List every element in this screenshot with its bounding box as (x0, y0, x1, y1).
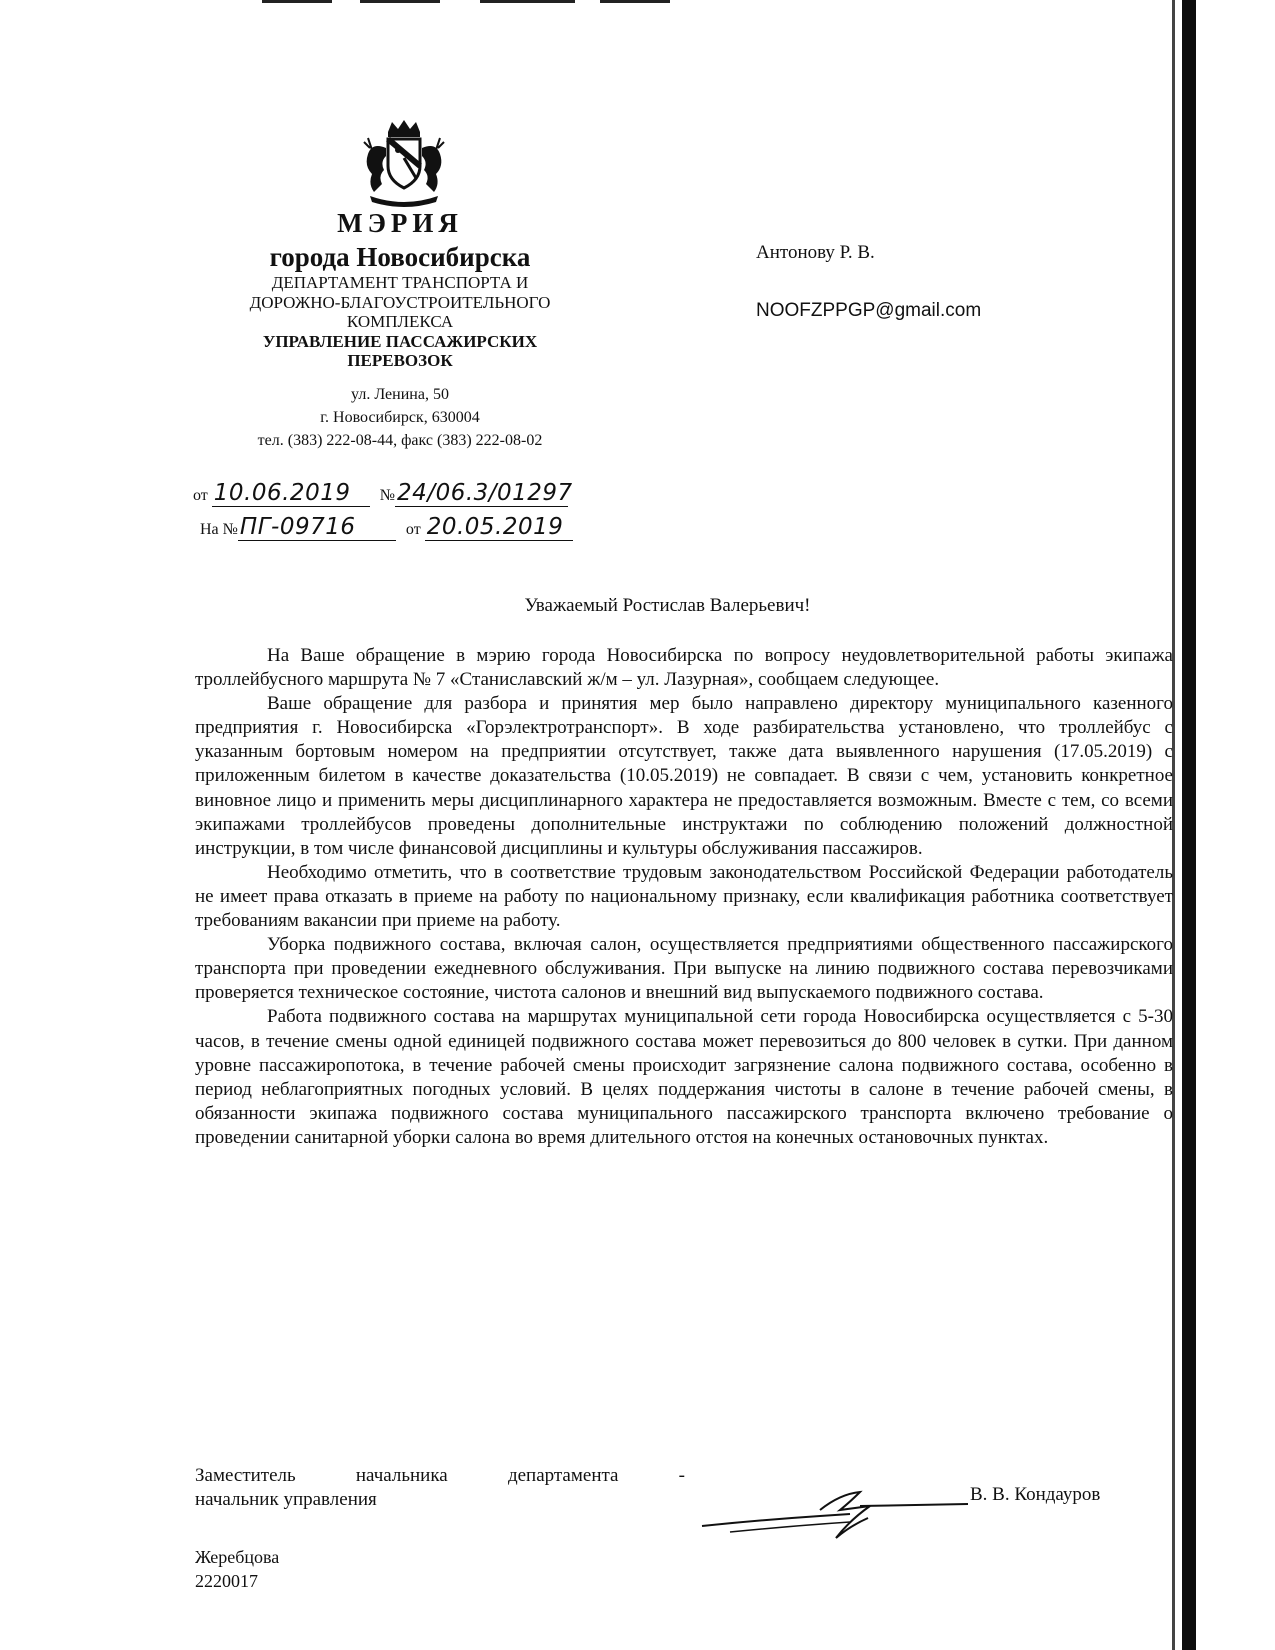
department-line: ДЕПАРТАМЕНТ ТРАНСПОРТА И (271, 273, 529, 293)
date-label: от (193, 487, 208, 504)
position-line: начальник управления (195, 1489, 377, 1510)
address-block (180, 383, 620, 453)
incoming-reference (200, 514, 573, 541)
executor-phone: 2220017 (195, 1571, 258, 1591)
body-paragraph: Необходимо отметить, что в соответствие трудовым законодательством Российской Федерации работодатель не имеет права отказать в приеме на работу по национальному признаку, если квалификация работника соответствует требованиям вакансии при приеме на работу. (195, 861, 1173, 932)
scan-artifact (600, 0, 670, 3)
position-line: Заместитель начальника департамента - (195, 1465, 685, 1486)
reply-date-label: от (405, 521, 421, 538)
body-paragraph: На Ваше обращение в мэрию города Новосибирска по вопросу неудовлетворительной работы экипажа троллейбусного маршрута № 7 «Станиславский ж/м – ул. Лазурная», сообщаем следующее. (195, 645, 1173, 691)
division-line: УПРАВЛЕНИЕ ПАССАЖИРСКИХ (262, 331, 538, 351)
org-title: МЭРИЯ (337, 208, 463, 238)
number-label: № (379, 487, 396, 504)
scan-artifact (480, 0, 575, 3)
salutation: Уважаемый Ростислав Валерьевич! (524, 595, 811, 616)
body-paragraph: Работа подвижного состава на маршрутах муниципальной сети города Новосибирска осуществляется с 5-30 часов, в течение смены одной единицей подвижного состава может перевозиться до 800 человек в сутки. При данном уровне пассажиропотока, в течение рабочей смены происходит загрязнение салона подвижного состава, особенно в период неблагоприятных погодных условий. В целях поддержания чистоты в салоне в течение рабочей смены, в обязанности экипажа подвижного состава муниципального пассажирского транспорта включено требование о проведении санитарной уборки салона во время длительного отстоя на конечных остановочных пунктах. (195, 1006, 1173, 1148)
department-line: КОМПЛЕКСА (346, 312, 454, 332)
coat-of-arms-icon (358, 118, 450, 208)
address-street: ул. Ленина, 50 (351, 385, 449, 403)
letterhead (180, 208, 620, 452)
reply-number: ПГ-09716 (238, 514, 396, 541)
body-paragraph: Уборка подвижного состава, включая салон, осуществляется предприятиями общественного пассажирского транспорта при проведении ежедневного обслуживания. При выпуске на линию подвижного состава перевозчиками проверяется техническое состояние, чистота салонов и внешний вид выпускаемого подвижного состава. (195, 934, 1173, 1004)
letter-body (195, 644, 1173, 1150)
reply-label: На № (200, 521, 238, 538)
scan-artifact (360, 0, 440, 3)
signatory-name: В. В. Кондауров (970, 1484, 1101, 1505)
division-line: ПЕРЕВОЗОК (347, 351, 453, 371)
handwritten-signature (700, 1476, 970, 1546)
department-line: ДОРОЖНО-БЛАГОУСТРОИТЕЛЬНОГО (249, 292, 551, 312)
executor-name: Жеребцова (195, 1547, 280, 1567)
recipient-email: NOOFZPPGP@gmail.com (756, 300, 982, 321)
outgoing-number: 24/06.3/01297 (397, 480, 573, 506)
executor-block (195, 1545, 279, 1593)
city-title: города Новосибирска (269, 242, 531, 273)
outgoing-date: 10.06.2019 (212, 480, 370, 507)
body-paragraph: Ваше обращение для разбора и принятия мер было направлено директору муниципального казенного предприятия г. Новосибирска «Горэлектротранспорт». В ходе разбирательства установлено, что троллейбус с указанным бортовым номером на предприятии отсутствует, также дата выявленного нарушения (17.05.2019) с приложенным билетом в качестве доказательства (10.05.2019) не совпадает. В связи с чем, установить конкретное виновное лицо и применить меры дисциплинарного характера не предоставляется возможным. Вместе с тем, со всеми экипажами троллейбусов проведены дополнительные инструктажи по соблюдению положений должностной инструкции, в том числе финансовой дисциплины и культуры обслуживания пассажиров. (195, 693, 1173, 859)
address-city: г. Новосибирск, 630004 (320, 409, 480, 427)
scan-edge (1182, 0, 1196, 1650)
reply-date: 20.05.2019 (425, 514, 573, 541)
outgoing-reference (193, 480, 573, 507)
signatory-position (195, 1464, 685, 1512)
phone-fax: тел. (383) 222-08-44, факс (383) 222-08-02 (257, 432, 543, 450)
scan-artifact (262, 0, 332, 3)
recipient-name: Антонову Р. В. (756, 242, 875, 263)
